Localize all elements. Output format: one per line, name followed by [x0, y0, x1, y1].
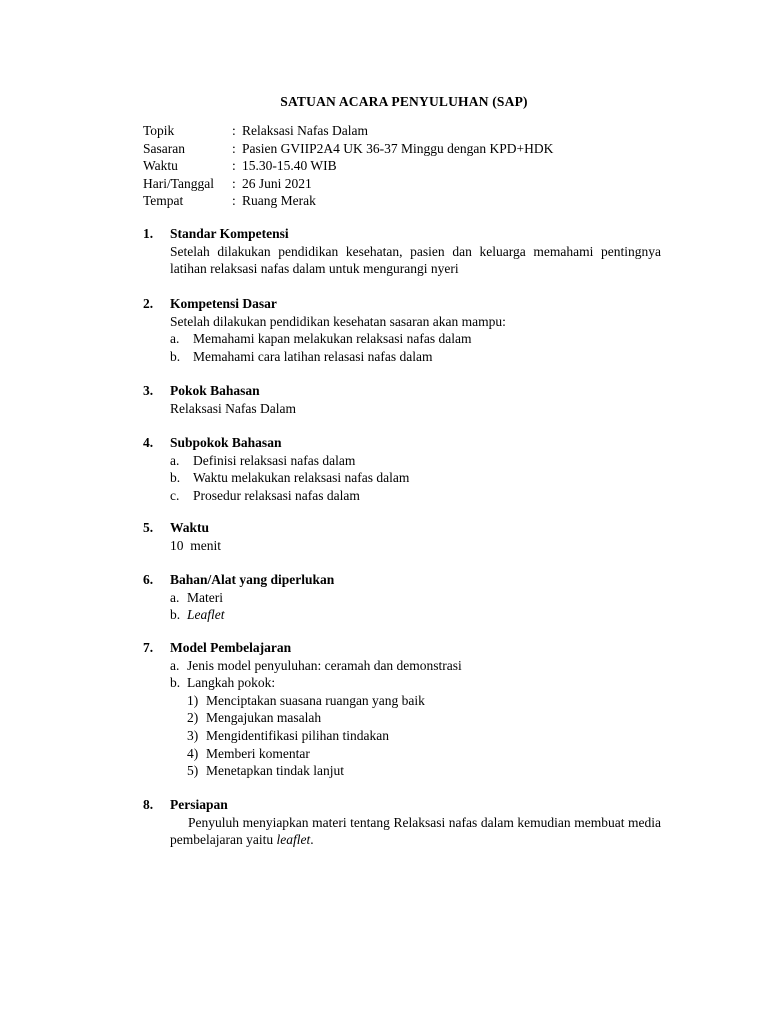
list-marker: a. — [170, 331, 180, 347]
section-model-pembelajaran — [143, 639, 661, 780]
list-text: Waktu melakukan relaksasi nafas dalam — [193, 470, 410, 486]
section-standar-kompetensi — [143, 225, 661, 278]
info-sep: : — [232, 175, 236, 191]
section-title: Pokok Bahasan — [170, 383, 260, 398]
info-value: Pasien GVIIP2A4 UK 36-37 Minggu dengan KPD+HDK — [242, 140, 554, 156]
step-text: Memberi komentar — [206, 745, 310, 761]
info-row-topik — [143, 122, 553, 140]
section-number: 4. — [143, 435, 154, 450]
step-marker: 5) — [187, 763, 199, 779]
section-waktu — [143, 519, 661, 554]
info-value: 15.30-15.40 WIB — [242, 158, 337, 174]
info-value: Relaksasi Nafas Dalam — [242, 123, 368, 138]
step-marker: 4) — [187, 745, 199, 761]
info-key: Topik — [143, 123, 175, 138]
info-row-tempat — [143, 192, 553, 210]
section-title: Standar Kompetensi — [170, 226, 289, 241]
section-heading — [143, 382, 661, 400]
list-item — [170, 330, 661, 348]
section-title: Model Pembelajaran — [170, 640, 292, 655]
section-number: 7. — [143, 640, 154, 655]
list-item — [170, 452, 661, 470]
section-title: Subpokok Bahasan — [170, 435, 282, 450]
step-list — [187, 692, 661, 780]
list-marker: b. — [170, 470, 181, 486]
section-number: 1. — [143, 226, 154, 241]
section-heading — [143, 796, 661, 814]
info-table — [143, 122, 553, 210]
list-item — [170, 606, 661, 624]
section-number: 3. — [143, 383, 154, 398]
list-item — [170, 487, 661, 505]
paragraph-text: Penyuluh menyiapkan materi tentang Relaksasi nafas dalam kemudian membuat media pembelajaran yaitu — [170, 814, 661, 848]
info-value: 26 Juni 2021 — [242, 175, 312, 191]
info-row-hari-tanggal — [143, 175, 553, 193]
step-item — [187, 762, 661, 780]
step-text: Mengidentifikasi pilihan tindakan — [206, 727, 389, 743]
step-item — [187, 692, 661, 710]
section-title: Kompetensi Dasar — [170, 296, 277, 311]
section-kompetensi-dasar — [143, 295, 661, 365]
section-heading — [143, 571, 661, 589]
section-pokok-bahasan — [143, 382, 661, 417]
list-marker: b. — [170, 607, 181, 623]
list-text: Langkah pokok: — [187, 675, 276, 691]
info-value: Ruang Merak — [242, 193, 316, 209]
section-title: Waktu — [170, 520, 210, 535]
paragraph-end: . — [310, 832, 314, 848]
section-paragraph: 10 menit — [170, 537, 221, 553]
list-item — [170, 674, 661, 692]
info-key: Sasaran — [143, 140, 185, 156]
list-marker: a. — [170, 657, 180, 673]
section-persiapan — [143, 796, 661, 849]
step-item — [187, 745, 661, 763]
section-heading — [143, 225, 661, 243]
section-number: 8. — [143, 797, 154, 812]
section-bahan-alat — [143, 571, 661, 624]
section-number: 2. — [143, 296, 154, 311]
list-text: Prosedur relaksasi nafas dalam — [193, 487, 360, 503]
section-heading — [143, 639, 661, 657]
list-text: Memahami cara latihan relasasi nafas dalam — [193, 348, 433, 364]
step-marker: 2) — [187, 710, 199, 726]
info-key: Waktu — [143, 158, 178, 174]
list-text: Materi — [187, 589, 223, 605]
section-title: Bahan/Alat yang diperlukan — [170, 572, 335, 587]
section-paragraph: Setelah dilakukan pendidikan kesehatan, pasien dan keluarga memahami pentingnya latihan relaksasi nafas dalam untuk mengurangi nyeri — [170, 243, 661, 277]
step-marker: 3) — [187, 727, 199, 743]
section-heading — [143, 434, 661, 452]
section-paragraph: Relaksasi Nafas Dalam — [170, 400, 296, 416]
step-marker: 1) — [187, 692, 199, 708]
section-number: 6. — [143, 572, 154, 587]
info-sep: : — [232, 123, 236, 138]
step-item — [187, 727, 661, 745]
list-text: Definisi relaksasi nafas dalam — [193, 452, 356, 468]
step-text: Mengajukan masalah — [206, 710, 322, 726]
list-item — [170, 589, 661, 607]
list-item — [170, 348, 661, 366]
section-subpokok-bahasan — [143, 434, 661, 504]
step-text: Menetapkan tindak lanjut — [206, 763, 344, 779]
info-sep: : — [232, 140, 236, 156]
section-title: Persiapan — [170, 797, 228, 812]
list-item — [170, 469, 661, 487]
info-row-waktu — [143, 157, 553, 175]
list-marker: a. — [170, 452, 180, 468]
list-marker: b. — [170, 675, 181, 691]
list-text: Jenis model penyuluhan: ceramah dan demonstrasi — [187, 657, 462, 673]
list-text: Memahami kapan melakukan relaksasi nafas dalam — [193, 331, 472, 347]
section-number: 5. — [143, 520, 154, 535]
list-marker: c. — [170, 487, 180, 503]
list-item — [170, 657, 661, 675]
info-sep: : — [232, 193, 236, 209]
info-row-sasaran — [143, 140, 553, 158]
document-title: SATUAN ACARA PENYULUHAN (SAP) — [280, 94, 528, 109]
list-marker: b. — [170, 348, 181, 364]
info-sep: : — [232, 158, 236, 174]
section-heading — [143, 519, 661, 537]
paragraph-emphasis: leaflet — [276, 832, 311, 848]
list-text: Leaflet — [187, 607, 225, 623]
step-text: Menciptakan suasana ruangan yang baik — [206, 692, 425, 708]
section-intro: Setelah dilakukan pendidikan kesehatan sasaran akan mampu: — [170, 313, 506, 329]
list-marker: a. — [170, 589, 180, 605]
step-item — [187, 709, 661, 727]
info-key: Tempat — [143, 193, 184, 209]
section-heading — [143, 295, 661, 313]
section-paragraph — [170, 814, 661, 849]
info-key: Hari/Tanggal — [143, 175, 215, 191]
